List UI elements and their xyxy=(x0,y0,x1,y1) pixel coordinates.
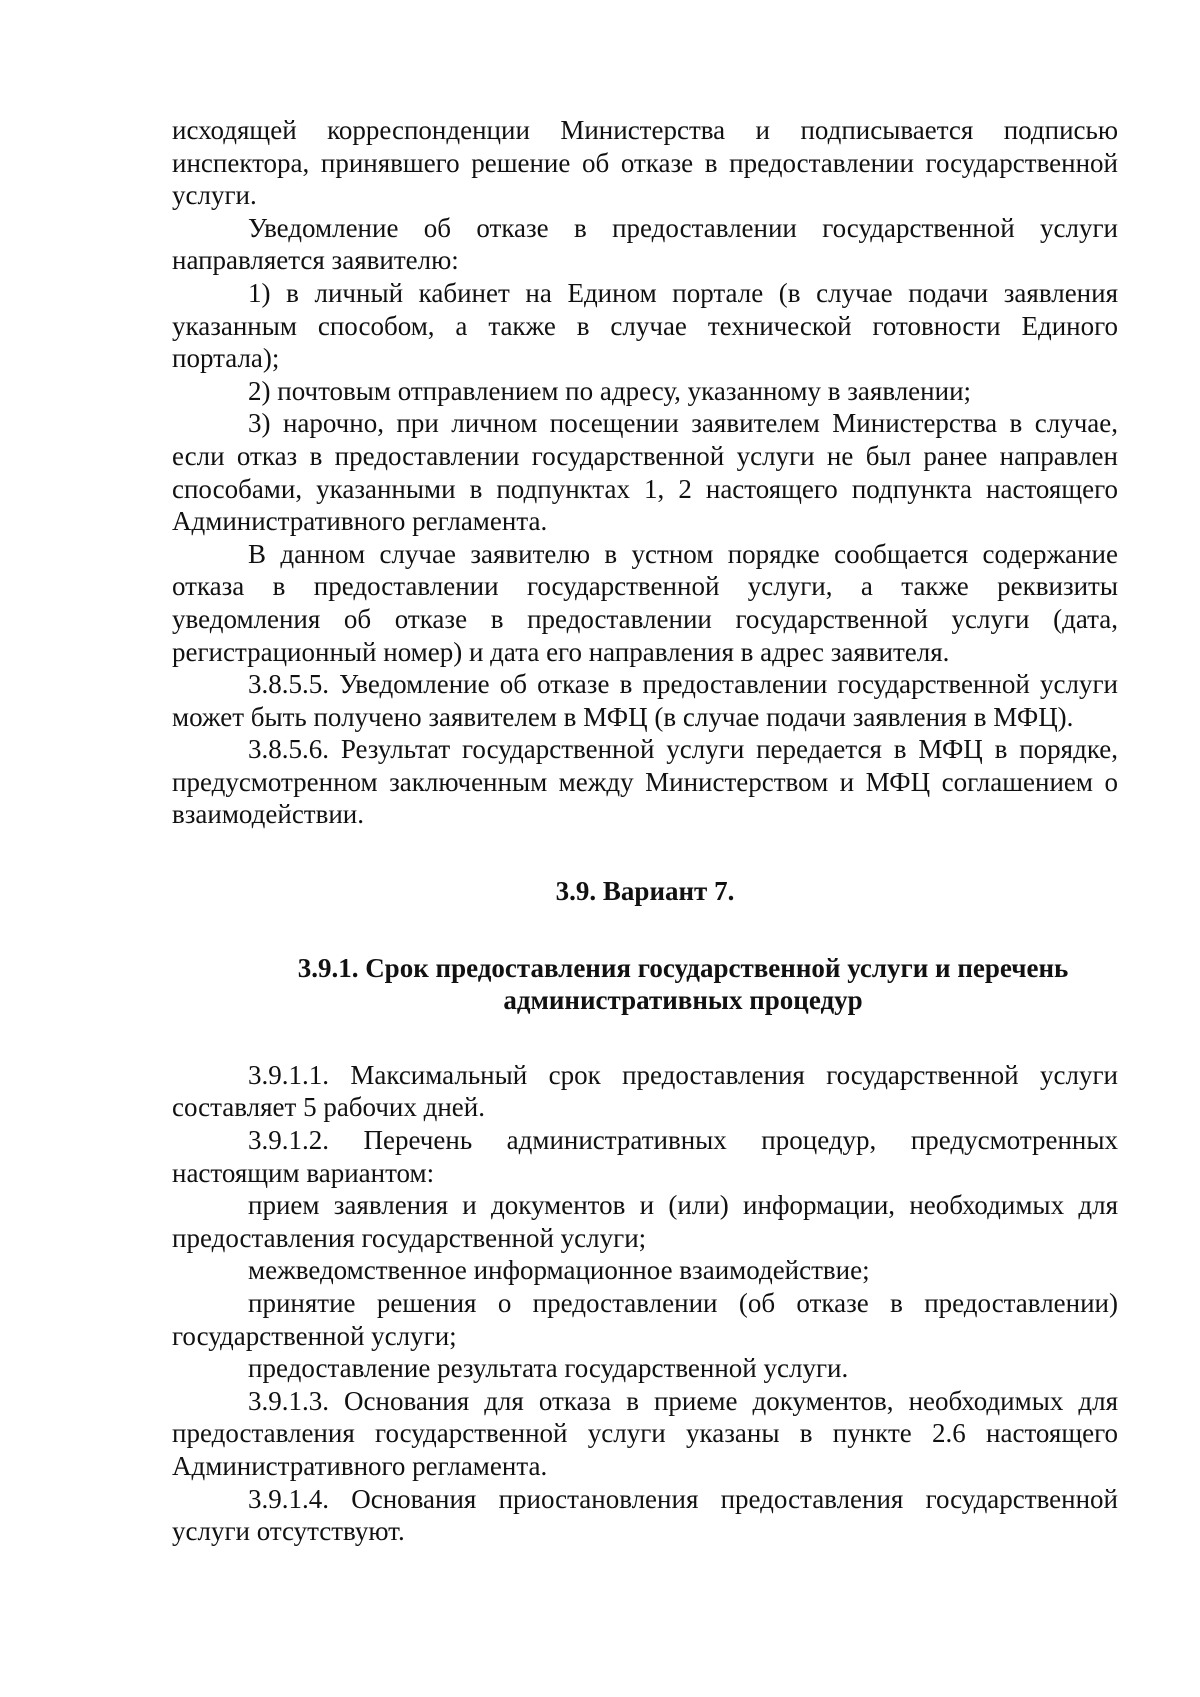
procedure-item-decision: принятие решения о предоставлении (об отказе в предоставлении) государственной услуги; xyxy=(172,1288,1118,1351)
paragraph-notice-sent: Уведомление об отказе в предоставлении государственной услуги направляется заявителю: xyxy=(172,212,1118,276)
procedure-item-result: предоставление результата государственной услуги. xyxy=(248,1353,849,1384)
paragraph-oral-notice: В данном случае заявителю в устном порядке сообщается содержание отказа в предоставлении государственной услуги, а также реквизиты уведомления об отказе в предоставлении государственной услуги (дата, регистрационный номер) и дата его направления в адрес заявителя. xyxy=(172,538,1118,667)
procedure-item-reception: прием заявления и документов и (или) информации, необходимых для предоставления государственной услуги; xyxy=(172,1190,1118,1253)
list-item-2: 2) почтовым отправлением по адресу, указанному в заявлении; xyxy=(248,375,972,406)
paragraph-3-9-1-1: 3.9.1.1. Максимальный срок предоставления государственной услуги составляет 5 рабочих дней. xyxy=(172,1059,1118,1123)
paragraph-3-9-1-2: 3.9.1.2. Перечень административных процедур, предусмотренных настоящим вариантом: xyxy=(172,1125,1118,1188)
list-item-1: 1) в личный кабинет на Едином портале (в случае подачи заявления указанным способом, а также в случае технической готовности Единого портала); xyxy=(172,277,1118,374)
document-text-body xyxy=(172,114,1118,1548)
paragraph-3-9-1-3: 3.9.1.3. Основания для отказа в приеме документов, необходимых для предоставления государственной услуги указаны в пункте 2.6 настоящего Административного регламента. xyxy=(172,1385,1118,1481)
paragraph-3-8-5-6: 3.8.5.6. Результат государственной услуги передается в МФЦ в порядке, предусмотренном заключенным между Министерством и МФЦ соглашением о взаимодействии. xyxy=(172,734,1118,830)
heading-3-9-1: 3.9.1. Срок предоставления государственной услуги и перечень административных процедур xyxy=(297,952,1069,1016)
paragraph-3-8-5-5: 3.8.5.5. Уведомление об отказе в предоставлении государственной услуги может быть получено заявителем в МФЦ (в случае подачи заявления в МФЦ). xyxy=(172,669,1118,732)
paragraph-3-9-1-4: 3.9.1.4. Основания приостановления предоставления государственной услуги отсутствуют. xyxy=(172,1483,1118,1547)
list-item-3: 3) нарочно, при личном посещении заявителем Министерства в случае, если отказ в предоставлении государственной услуги не был ранее направлен способами, указанными в подпунктах 1, 2 настоящего подпункта настоящего Административного регламента. xyxy=(172,408,1118,537)
paragraph-continuation: исходящей корреспонденции Министерства и подписывается подписью инспектора, принявшего решение об отказе в предоставлении государственной услуги. xyxy=(172,115,1118,211)
heading-variant-7: 3.9. Вариант 7. xyxy=(555,876,735,907)
procedure-item-interaction: межведомственное информационное взаимодействие; xyxy=(248,1255,870,1286)
